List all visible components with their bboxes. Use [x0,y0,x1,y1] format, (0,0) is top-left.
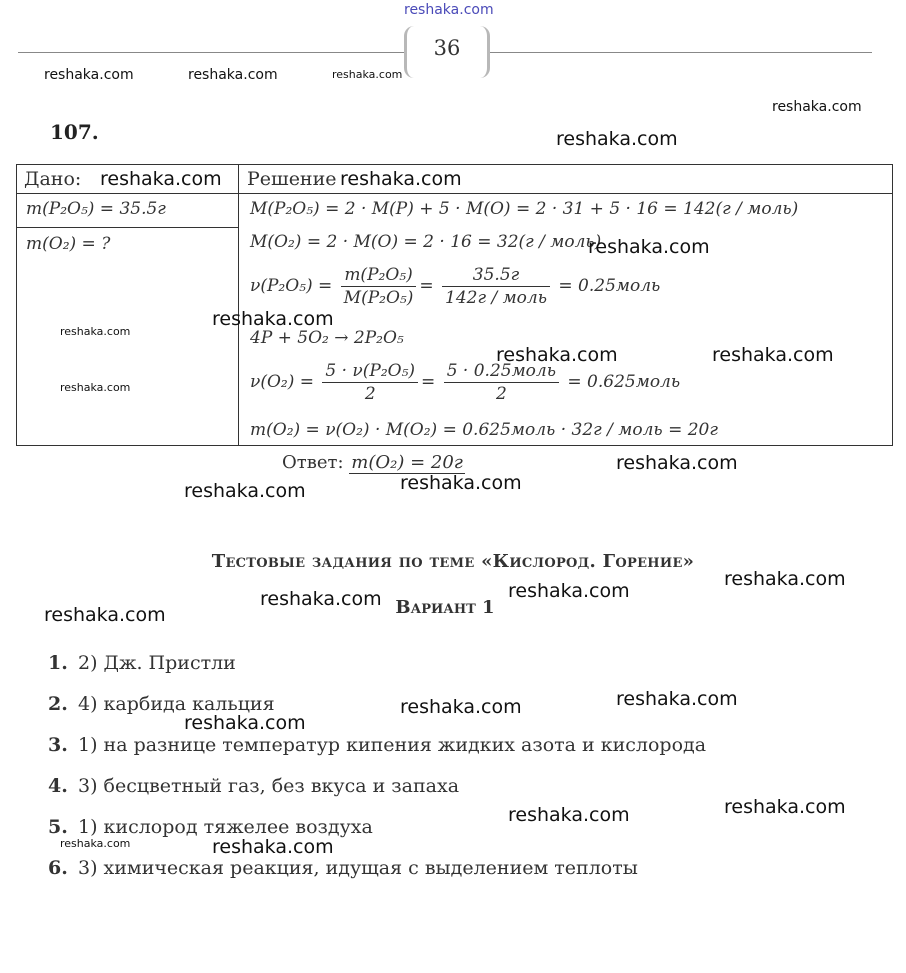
answer-number: 4. [48,775,68,797]
eq5-fraction-1 [322,360,418,405]
eq5-right: = 0.625моль [567,372,681,392]
tests-title: Тестовые задания по теме «Кислород. Горение» [211,551,695,572]
page-number: 36 [433,36,461,60]
answer-value: m(O₂) = 20г [351,452,463,473]
watermark: reshaka.com [508,580,630,602]
watermark: reshaka.com [188,67,278,83]
eq5-den2: 2 [495,384,507,404]
test-answer-3 [48,734,706,756]
watermark-top: reshaka.com [404,2,494,18]
answer-label: Ответ: [282,452,344,473]
eq3-fraction-2 [442,264,550,309]
molar-mass-p2o5: M(P₂O₅) = 2 · M(P) + 5 · M(O) = 2 · 31 + 5 · 16 = 142(г / моль) [250,199,799,219]
answer-number: 2. [48,693,68,715]
watermark: reshaka.com [400,472,522,494]
test-answer-6 [48,857,638,879]
watermark: reshaka.com [556,128,678,150]
watermark: reshaka.com [260,588,382,610]
molar-mass-o2: M(O₂) = 2 · M(O) = 2 · 16 = 32(г / моль) [250,232,602,252]
eq3-right: = 0.25моль [558,276,661,296]
eq3-num1: m(P₂O₅) [341,264,417,287]
answer-number: 1. [48,652,68,674]
header-rule-left [18,52,404,53]
answer-text: 3) химическая реакция, идущая с выделением теплоты [78,857,638,879]
given-mass-p2o5: m(P₂O₅) = 35.5г [26,199,166,219]
watermark: reshaka.com [724,796,846,818]
eq5-num2: 5 · 0.25моль [444,360,559,383]
watermark: reshaka.com [60,837,131,850]
table-header-line [16,193,893,194]
given-row-line [16,227,238,228]
header-rule-right [490,52,872,53]
test-answer-4 [48,775,459,797]
eq5-left: ν(O₂) = [250,372,314,392]
watermark: reshaka.com [400,696,522,718]
table-divider [238,164,239,446]
test-answer-1 [48,652,236,674]
answer-number: 6. [48,857,68,879]
given-unknown-mass-o2: m(O₂) = ? [26,234,111,254]
watermark: reshaka.com [44,604,166,626]
watermark: reshaka.com [212,308,334,330]
reaction-equation: 4P + 5O₂ → 2P₂O₅ [250,328,404,348]
answer-text: 2) Дж. Пристли [78,652,236,674]
watermark: reshaka.com [588,236,710,258]
watermark: reshaka.com [60,381,131,394]
answer-number: 3. [48,734,68,756]
watermark: reshaka.com [724,568,846,590]
watermark: reshaka.com [44,67,134,83]
watermark: reshaka.com [332,68,403,81]
watermark: reshaka.com [508,804,630,826]
mass-o2-result: m(O₂) = ν(O₂) · M(O₂) = 0.625моль · 32г / моль = 20г [250,420,718,440]
eq3-den1: M(P₂O₅) [343,288,414,308]
watermark: reshaka.com [100,168,222,190]
variant-heading: Вариант 1 [395,597,495,618]
watermark: reshaka.com [496,344,618,366]
given-label: Дано: [24,168,82,190]
eq3-fraction-1 [341,264,417,309]
eq5-num1: 5 · ν(P₂O₅) [322,360,418,383]
eq5-fraction-2 [444,360,559,405]
eq3-num2: 35.5г [442,264,550,287]
moles-p2o5-equation: ν(P₂O₅) = $\frac{\text{m(P₂O₅)}}{\text{M(P₂O₅)}}$ = $\frac{35.5г}{\text{142г / моль}}$ = 0.25моль [250,265,661,308]
watermark: reshaka.com [340,168,462,190]
watermark: reshaka.com [184,480,306,502]
answer-text: 3) бесцветный газ, без вкуса и запаха [78,775,460,797]
eq5-den1: 2 [364,384,376,404]
watermark: reshaka.com [616,452,738,474]
eq3-left: ν(P₂O₅) = [250,276,333,296]
answer-text: 1) кислород тяжелее воздуха [78,816,373,838]
watermark: reshaka.com [772,99,862,115]
answer-line [282,452,465,473]
answer-number: 5. [48,816,68,838]
moles-o2-equation: ν(O₂) = $\frac{\text{5 · ν(P₂O₅)}}{2}$ = $\frac{\text{5 · 0.25моль}}{2}$ = 0.625моль [250,361,681,404]
watermark: reshaka.com [184,712,306,734]
watermark: reshaka.com [616,688,738,710]
watermark: reshaka.com [712,344,834,366]
test-answer-5 [48,816,373,838]
task-number: 107. [50,120,99,144]
eq3-den2: 142г / моль [445,288,547,308]
answer-text: 4) карбида кальция [78,693,275,715]
solution-label: Решение [247,168,337,190]
answer-text: 1) на разнице температур кипения жидких азота и кислорода [78,734,707,756]
watermark: reshaka.com [212,836,334,858]
watermark: reshaka.com [60,325,131,338]
